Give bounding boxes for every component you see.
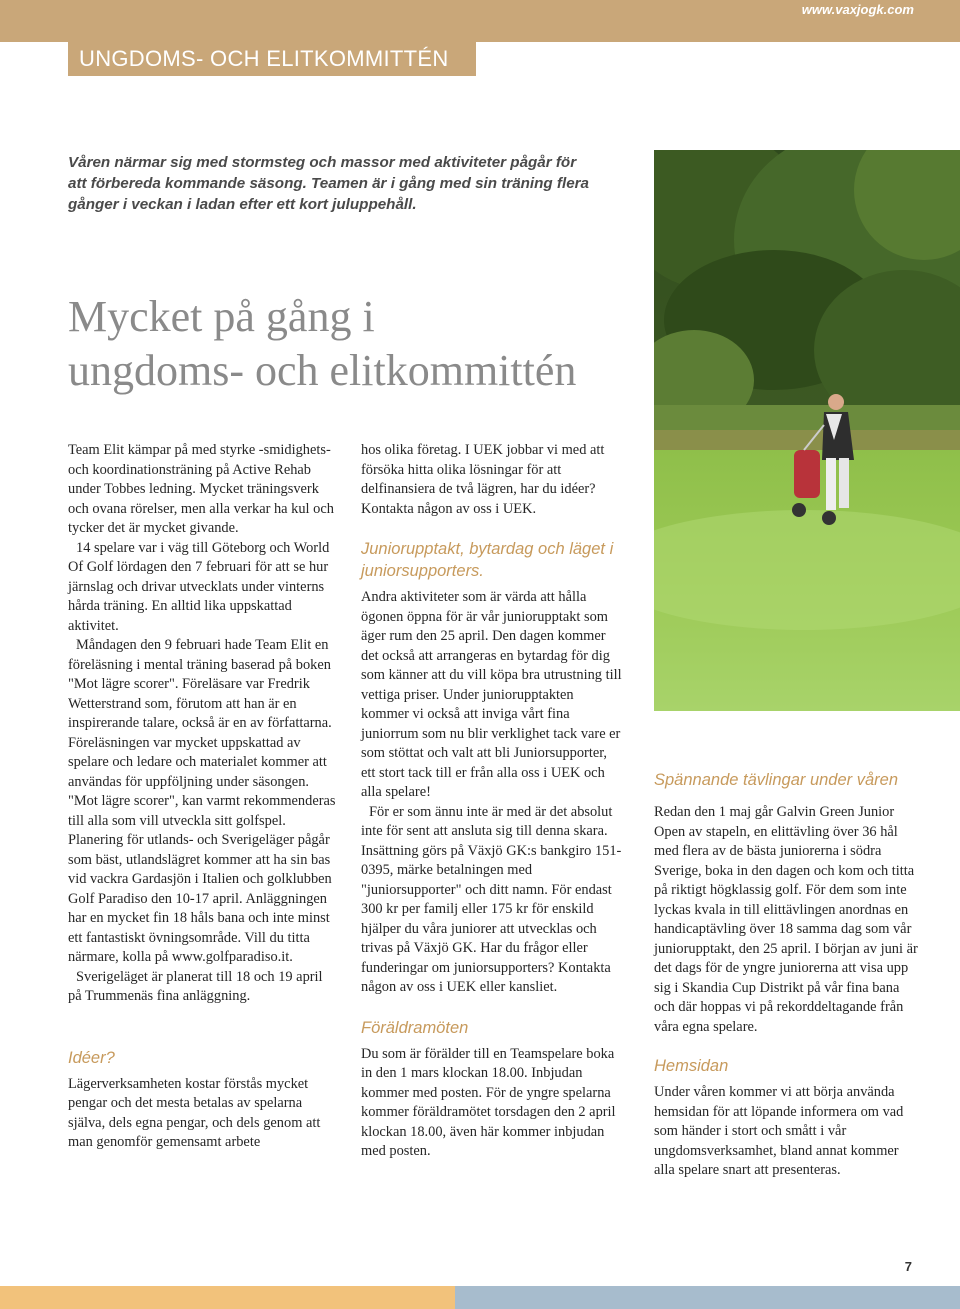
headline — [68, 290, 638, 398]
footer-bar-blue — [455, 1286, 960, 1309]
paragraph: Sverigeläget är planerat till 18 och 19 april på Trummenäs fina anläggning. — [68, 968, 323, 1004]
intro-text: Våren närmar sig med stormsteg och massor med aktiviteter pågår för att förbereda kommande säsong. Teamen är i gång med sin träning flera gånger i veckan i ladan efter ett kort juluppehåll. — [68, 154, 590, 213]
headline-line-1: Mycket på gång i — [68, 292, 375, 341]
paragraph: hos olika företag. I UEK jobbar vi med att försöka hitta olika lösningar för att delfinansiera de två lägren, har du idéer? Kontakta någon av oss i UEK. — [361, 442, 605, 517]
subheading-hemsidan: Hemsidan — [654, 1057, 729, 1075]
paragraph: Redan den 1 maj går Galvin Green Junior Open av stapeln, en elittävling över 36 hål med flera av de bästa juniorerna i södra Sverige, boka in den dagen och kom och titta på riktigt högklassig golf. För dem som inte lyckas kvala in till elittävlingen anordnas en handicaptävling över 18 samma dag som vår juniorupptakt, den 25 april. I början av juni är det dags för de yngre juniorerna att visa upp sig i Skandia Cup Distrikt på vår fina bana och där hoppas vi på rekorddeltagande från våra egna spelare. — [654, 804, 918, 1035]
paragraph: Du som är förälder till en Teamspelare boka in den 1 mars klockan 18.00. Inbjudan kommer med posten. För de yngre spelarna kommer föräldramötet torsdagen den 2 april klockan 18.00, även här kommer inbjudan med posten. — [361, 1045, 616, 1159]
paragraph: 14 spelare var i väg till Göteborg och World Of Golf lördagen den 7 februari för att se hur järnslag och drivar utvecklats under vinterns hårda träning. En alltid lika uppskattad aktivitet. — [68, 539, 330, 634]
subheading-juniorupptakt: Juniorupptakt, bytardag och läget i juniorsupporters. — [361, 540, 614, 580]
paragraph: Team Elit kämpar på med styrke -smidighets- och koordinationsträning på Active Rehab under Tobbes ledning. Mycket träningsverk och ovana rörelser, men alla verkar ha kul och tycker det är mycket givande. — [68, 442, 334, 536]
paragraph: Under våren kommer vi att börja använda hemsidan för att löpande informera om vad som händer i stort och smått i vår ungdomsverksamhet, bland annat kommer alla spelare snart att presenteras. — [654, 1084, 904, 1178]
article-column-1 — [68, 441, 336, 1153]
paragraph: Måndagen den 9 februari hade Team Elit en föreläsning i mental träning baserad på boken "Mot lägre scorer". Föreläsare var Fredrik Wetterstrand som, förutom att han är en inspirerande talare, också är en av författarna. Föreläsningen var mycket uppskattad av spelare och ledare och materialet kommer att användas för uppföljning under säsongen. "Mot lägre scorer", kan varmt rekommenderas till alla som vill utveckla sitt golfspel. — [68, 637, 336, 829]
page-number: 7 — [904, 1259, 912, 1274]
paragraph: Planering för utlands- och Sverigeläger pågår som bäst, utlandslägret kommer att ha sin bas vid vackra Gardasjön i Italien och golklubben Golf Paradiso den 10-17 april. Anläggningen har en mycket fin 18 håls bana och inte minst ett fantastiskt övningsområde. Vill du titta närmare, kolla på www.golfparadiso.it. — [68, 832, 332, 965]
subheading-foraldramoten: Föräldramöten — [361, 1018, 469, 1037]
article-column-3 — [654, 803, 920, 1181]
footer-bar-orange — [0, 1286, 455, 1309]
section-label: UNGDOMS- OCH ELITKOMMITTÉN — [68, 42, 476, 76]
article-column-3-heading — [654, 769, 960, 797]
golf-course-photo — [654, 150, 960, 711]
headline-line-2: ungdoms- och elitkommittén — [68, 346, 577, 395]
subheading-ideer: Idéer? — [68, 1048, 115, 1067]
site-url[interactable]: www.vaxjogk.com — [801, 2, 914, 17]
paragraph: Andra aktiviteter som är värda att hålla ögonen öppna för är vår juniorupptakt som äger rum den 25 april. Den dagen kommer det också att arrangeras en bytardag för dig som känner att du vill köpa bra utrustning till vettiga priser. Under juniorupptakten kommer vi också att inviga vårt fina juniorrum som nu blir verklighet tack vare er som stöttat och valt att bli Juniorsupporter, ett stort tack till er från alla oss i UEK och alla spelare! — [361, 589, 622, 800]
paragraph: För er som ännu inte är med är det absolut inte för sent att ansluta sig till denna skara. Insättning görs på Växjö GK:s bankgiro 151-0395, märke betalningen med "juniorsupporter" och ditt namn. För endast 300 kr per familj eller 175 kr för enskild hjälper du våra juniorer att utvecklas och trivas på Växjö GK. Har du frågor eller funderingar om juniorsupporters? Kontakta någon av oss i UEK eller kansliet. — [361, 803, 622, 995]
article-column-2 — [361, 441, 623, 1162]
paragraph: Lägerverksamheten kostar förstås mycket pengar och det mesta betalas av spelarna själva, dels egna pengar, och dels genom att man genomför gemensamt arbete — [68, 1075, 321, 1150]
top-banner — [0, 0, 960, 42]
subheading-tavlingar: Spännande tävlingar under våren — [654, 771, 899, 789]
